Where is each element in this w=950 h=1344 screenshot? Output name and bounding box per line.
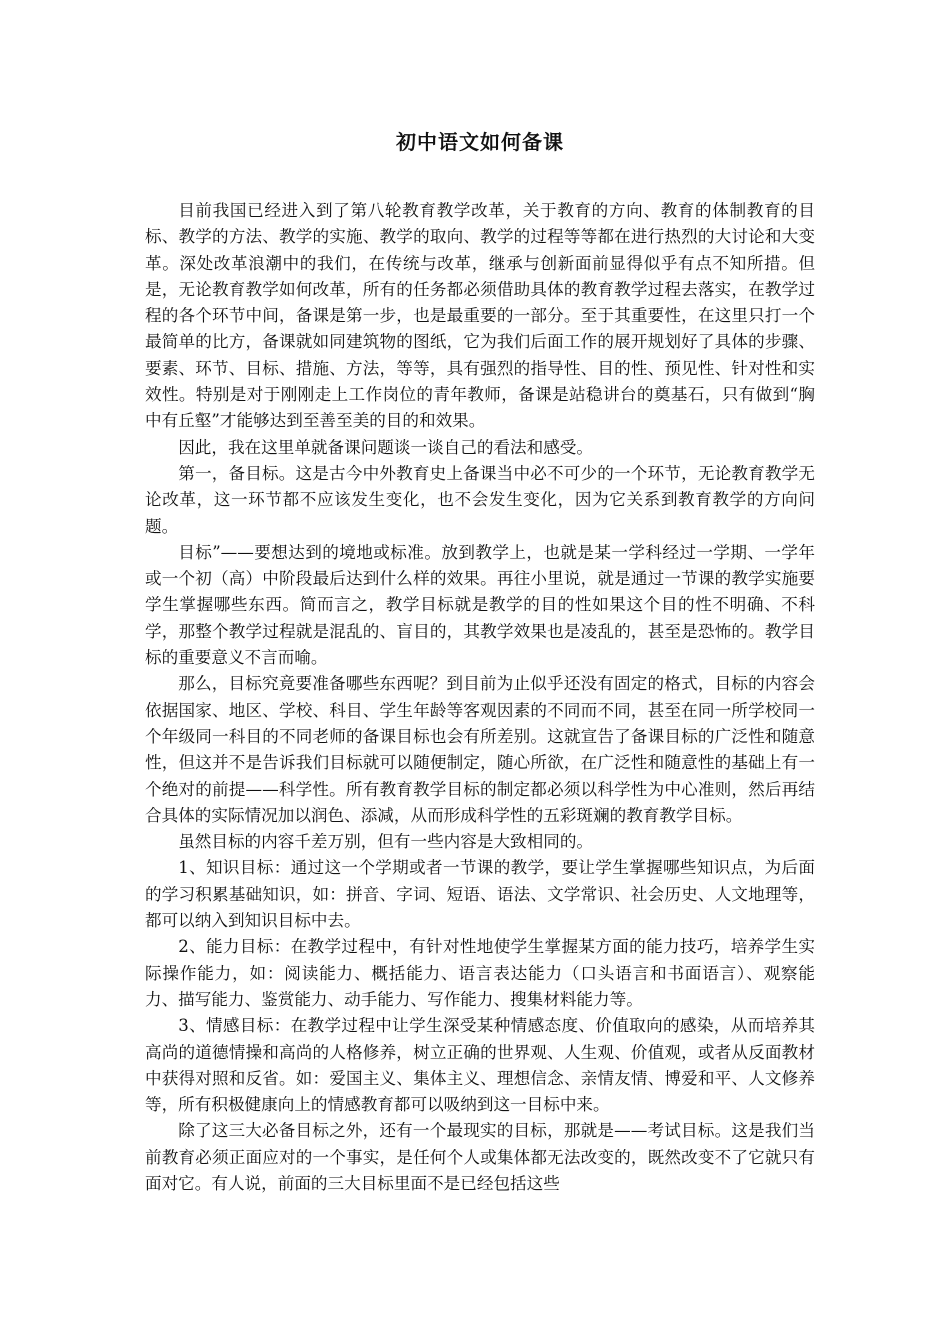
paragraph-purpose: 因此，我在这里单就备课问题谈一谈自己的看法和感受。 [178, 437, 594, 457]
paragraph-exam-goal: 除了这三大必备目标之外，还有一个最现实的目标，那就是——考试目标。这是我们当前教育必须正面应对的一个事实，是任何个人或集体都无法改变的，既然改变不了它就只有面对它。有人说，前面的三大目标里面不是已经包括这些 [145, 1121, 815, 1193]
paragraph-first-goal: 第一，备目标。这是古今中外教育史上备课当中必不可少的一个环节，无论教育教学无论改革，这一环节都不应该发生变化，也不会发生变化，因为它关系到教育教学的方向问题。 [145, 463, 815, 536]
document-body [145, 198, 815, 1197]
paragraph-goal-definition: 目标”——要想达到的境地或标准。放到教学上，也就是某一学科经过一学期、一学年或一个初（高）中阶段最后达到什么样的效果。再往小里说，就是通过一节课的教学实施要学生掌握哪些东西。简而言之，教学目标就是教学的目的性如果这个目的性不明确、不科学，那整个教学过程就是混乱的、盲目的，其教学效果也是凌乱的，甚至是恐怖的。教学目标的重要意义不言而喻。 [145, 542, 815, 668]
document-title: 初中语文如何备课 [396, 130, 564, 154]
paragraph-common-contents: 虽然目标的内容千差万别，但有一些内容是大致相同的。 [178, 832, 594, 852]
paragraph-emotion-goal: 3、情感目标：在教学过程中让学生深受某种情感态度、价值取向的感染，从而培养其高尚的道德情操和高尚的人格修养，树立正确的世界观、人生观、价值观，或者从反面教材中获得对照和反省。如：爱国主义、集体主义、理想信念、亲情友情、博爱和平、人文修养等，所有积极健康向上的情感教育都可以吸纳到这一目标中来。 [145, 1016, 815, 1115]
paragraph-knowledge-goal: 1、知识目标：通过这一个学期或者一节课的教学，要让学生掌握哪些知识点，为后面的学习积累基础知识，如：拼音、字词、短语、语法、文学常识、社会历史、人文地理等，都可以纳入到知识目标中去。 [145, 858, 815, 931]
paragraph-intro: 目前我国已经进入到了第八轮教育教学改革，关于教育的方向、教育的体制教育的目标、教学的方法、教学的实施、教学的取向、教学的过程等等都在进行热烈的大讨论和大变革。深处改革浪潮中的我们，在传统与改革，继承与创新面前显得似乎有点不知所措。但是，无论教育教学如何改革，所有的任务都必须借助具体的教育教学过程去落实，在教学过程的各个环节中间，备课是第一步，也是最重要的一部分。至于其重要性，在这里只打一个最简单的比方，备课就如同建筑物的图纸，它为我们后面工作的展开规划好了具体的步骤、要素、环节、目标、措施、方法，等等，具有强烈的指导性、目的性、预见性、针对性和实效性。特别是对于刚刚走上工作岗位的青年教师，备课是站稳讲台的奠基石，只有做到“胸中有丘壑”才能够达到至善至美的目的和效果。 [145, 201, 815, 431]
paragraph-ability-goal: 2、能力目标：在教学过程中，有针对性地使学生掌握某方面的能力技巧，培养学生实际操作能力，如：阅读能力、概括能力、语言表达能力（口头语言和书面语言）、观察能力、描写能力、鉴赏能力、动手能力、写作能力、搜集材料能力等。 [145, 937, 815, 1009]
paragraph-goal-contents: 那么，目标究竟要准备哪些东西呢？到目前为止似乎还没有固定的格式，目标的内容会依据国家、地区、学校、科目、学生年龄等客观因素的不同而不同，甚至在同一所学校同一个年级同一科目的不同老师的备课目标也会有所差别。这就宣告了备课目标的广泛性和随意性，但这并不是告诉我们目标就可以随便制定，随心所欲，在广泛性和随意性的基础上有一个绝对的前提——科学性。所有教育教学目标的制定都必须以科学性为中心准则，然后再结合具体的实际情况加以润色、添减，从而形成科学性的五彩斑斓的教育教学目标。 [145, 674, 815, 825]
